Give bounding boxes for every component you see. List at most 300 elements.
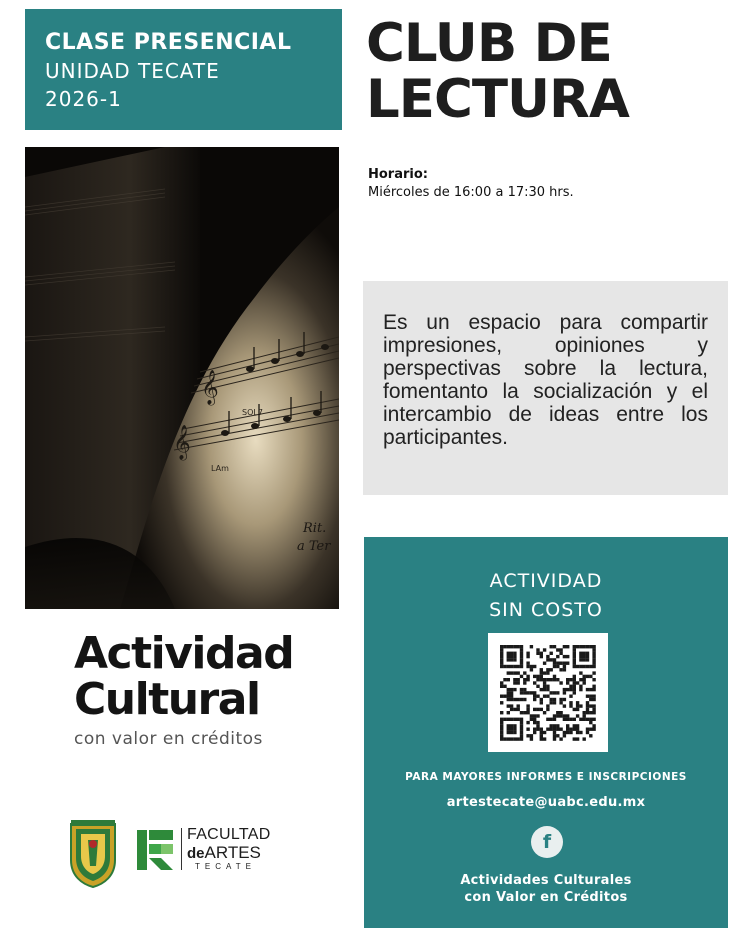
more-info-label: PARA MAYORES INFORMES E INSCRIPCIONES — [405, 771, 687, 783]
qr-module — [566, 728, 569, 731]
qr-module — [592, 658, 595, 661]
qr-module — [566, 655, 569, 658]
cultural-line-1: Actividad — [74, 628, 294, 679]
qr-module — [586, 652, 589, 655]
qr-module — [583, 714, 586, 717]
qr-module — [556, 724, 559, 727]
qr-module — [573, 645, 576, 648]
qr-module — [579, 678, 582, 681]
qr-module — [563, 662, 566, 665]
qr-module — [526, 675, 529, 678]
qr-module — [576, 704, 579, 707]
qr-module — [520, 691, 523, 694]
qr-module — [520, 724, 523, 727]
qr-module — [592, 695, 595, 698]
qr-module — [553, 691, 556, 694]
qr-module — [556, 728, 559, 731]
qr-module — [569, 678, 572, 681]
qr-module — [500, 681, 503, 684]
qr-module — [510, 731, 513, 734]
qr-module — [556, 662, 559, 665]
qr-module — [520, 658, 523, 661]
registration-qr-code[interactable] — [488, 633, 608, 752]
banner-line-2: UNIDAD TECATE — [45, 59, 220, 83]
qr-module — [513, 652, 516, 655]
qr-module — [533, 695, 536, 698]
banner-line-1: CLASE PRESENCIAL — [45, 30, 292, 55]
qr-module — [559, 648, 562, 651]
qr-module — [526, 678, 529, 681]
qr-module — [553, 701, 556, 704]
qr-module — [556, 711, 559, 714]
contact-email[interactable]: artestecate@uabc.edu.mx — [446, 795, 646, 810]
qr-module — [543, 731, 546, 734]
qr-module — [592, 662, 595, 665]
qr-module — [546, 704, 549, 707]
qr-module — [540, 701, 543, 704]
qr-module — [592, 678, 595, 681]
qr-module — [507, 724, 510, 727]
qr-module — [517, 678, 520, 681]
qr-module — [500, 734, 503, 737]
schedule-label: Horario: — [368, 167, 428, 182]
qr-module — [569, 728, 572, 731]
qr-module — [563, 645, 566, 648]
qr-module — [550, 645, 553, 648]
qr-module — [513, 724, 516, 727]
qr-module — [500, 718, 503, 721]
qr-module — [533, 665, 536, 668]
logo-tecate: TECATE — [195, 862, 256, 871]
qr-module — [559, 681, 562, 684]
qr-module — [553, 658, 556, 661]
qr-module — [513, 678, 516, 681]
qr-module — [550, 658, 553, 661]
qr-module — [520, 655, 523, 658]
qr-module — [583, 678, 586, 681]
qr-module — [507, 658, 510, 661]
qr-module — [513, 655, 516, 658]
qr-module — [569, 701, 572, 704]
qr-module — [592, 718, 595, 721]
qr-module — [589, 645, 592, 648]
qr-module — [533, 675, 536, 678]
qr-module — [500, 645, 503, 648]
qr-module — [536, 724, 539, 727]
qr-module — [579, 671, 582, 674]
qr-module — [553, 737, 556, 740]
qr-module — [589, 721, 592, 724]
qr-module — [589, 698, 592, 701]
qr-module — [563, 718, 566, 721]
qr-module — [530, 734, 533, 737]
qr-module — [500, 658, 503, 661]
qr-module — [530, 714, 533, 717]
qr-module — [559, 652, 562, 655]
qr-module — [559, 728, 562, 731]
qr-module — [526, 665, 529, 668]
qr-module — [576, 701, 579, 704]
qr-module — [510, 704, 513, 707]
qr-module — [550, 678, 553, 681]
qr-module — [586, 665, 589, 668]
qr-module — [559, 701, 562, 704]
qr-module — [543, 737, 546, 740]
qr-module — [510, 671, 513, 674]
qr-module — [520, 648, 523, 651]
qr-module — [526, 691, 529, 694]
qr-module — [513, 737, 516, 740]
qr-module — [586, 701, 589, 704]
qr-module — [592, 688, 595, 691]
qr-module — [583, 658, 586, 661]
info-panel — [364, 537, 728, 928]
logo-artes: ARTES — [204, 843, 261, 862]
social-page-name[interactable] — [364, 872, 728, 906]
class-banner — [25, 9, 342, 130]
qr-module — [553, 645, 556, 648]
qr-module — [563, 698, 566, 701]
qr-module — [556, 655, 559, 658]
qr-module — [533, 731, 536, 734]
qr-module — [523, 671, 526, 674]
qr-module — [540, 698, 543, 701]
qr-module — [536, 685, 539, 688]
qr-module — [543, 671, 546, 674]
cultural-subtitle: con valor en créditos — [74, 729, 263, 749]
free-line-2: SIN COSTO — [489, 599, 603, 621]
qr-module — [589, 695, 592, 698]
qr-module — [566, 688, 569, 691]
qr-module — [553, 665, 556, 668]
qr-module — [513, 728, 516, 731]
qr-module — [566, 718, 569, 721]
qr-module — [592, 708, 595, 711]
qr-module — [559, 711, 562, 714]
qr-module — [510, 724, 513, 727]
qr-module — [569, 695, 572, 698]
qr-module — [579, 704, 582, 707]
qr-module — [500, 701, 503, 704]
cultural-activity-heading — [74, 628, 294, 749]
qr-module — [503, 718, 506, 721]
qr-module — [553, 734, 556, 737]
qr-module — [523, 698, 526, 701]
qr-module — [573, 648, 576, 651]
qr-module — [500, 721, 503, 724]
qr-module — [543, 662, 546, 665]
qr-module — [576, 645, 579, 648]
qr-module — [546, 678, 549, 681]
qr-module — [510, 665, 513, 668]
facultad-artes-mark-icon — [137, 828, 175, 872]
qr-module — [510, 695, 513, 698]
qr-module — [553, 728, 556, 731]
qr-module — [526, 704, 529, 707]
qr-module — [500, 737, 503, 740]
qr-module — [526, 662, 529, 665]
qr-module — [563, 688, 566, 691]
qr-module — [517, 698, 520, 701]
qr-module — [576, 728, 579, 731]
qr-module — [540, 652, 543, 655]
qr-module — [536, 652, 539, 655]
qr-module — [576, 665, 579, 668]
qr-module — [543, 688, 546, 691]
qr-module — [520, 718, 523, 721]
qr-module — [533, 708, 536, 711]
qr-module — [520, 665, 523, 668]
qr-module — [586, 688, 589, 691]
qr-module — [517, 718, 520, 721]
qr-module — [530, 718, 533, 721]
qr-module — [540, 668, 543, 671]
qr-module — [513, 665, 516, 668]
description-box — [363, 281, 728, 495]
qr-module — [530, 665, 533, 668]
qr-module — [550, 701, 553, 704]
qr-module — [550, 652, 553, 655]
qr-module — [526, 721, 529, 724]
qr-module — [586, 695, 589, 698]
qr-module — [507, 691, 510, 694]
facultad-artes-logo — [137, 826, 277, 874]
qr-module — [533, 698, 536, 701]
free-activity — [364, 567, 728, 625]
qr-module — [513, 698, 516, 701]
qr-module — [583, 655, 586, 658]
qr-module — [586, 728, 589, 731]
qr-module — [566, 731, 569, 734]
qr-module — [553, 731, 556, 734]
qr-module — [540, 671, 543, 674]
qr-module — [500, 665, 503, 668]
qr-module — [563, 655, 566, 658]
qr-module — [510, 655, 513, 658]
qr-module — [576, 731, 579, 734]
qr-module — [579, 665, 582, 668]
svg-text:𝄞: 𝄞 — [201, 370, 219, 405]
qr-module — [507, 698, 510, 701]
qr-module — [592, 724, 595, 727]
qr-module — [517, 645, 520, 648]
qr-module — [507, 671, 510, 674]
qr-module — [507, 695, 510, 698]
qr-module — [592, 704, 595, 707]
qr-module — [553, 662, 556, 665]
qr-module — [579, 652, 582, 655]
qr-module — [503, 695, 506, 698]
qr-module — [536, 675, 539, 678]
qr-module — [526, 711, 529, 714]
qr-module — [507, 652, 510, 655]
facebook-icon[interactable]: f — [531, 826, 563, 858]
qr-module — [500, 695, 503, 698]
qr-module — [553, 698, 556, 701]
qr-module — [523, 711, 526, 714]
qr-module — [526, 734, 529, 737]
note-label-sol7: SOL7 — [242, 408, 263, 417]
note-label-lam: LAm — [211, 464, 229, 473]
qr-module — [510, 728, 513, 731]
qr-module — [503, 737, 506, 740]
free-line-1: ACTIVIDAD — [489, 570, 603, 592]
qr-module — [592, 645, 595, 648]
qr-module — [566, 662, 569, 665]
qr-module — [543, 711, 546, 714]
facultad-artes-wordmark — [187, 826, 271, 872]
qr-module — [559, 737, 562, 740]
qr-module — [536, 721, 539, 724]
qr-module — [592, 652, 595, 655]
qr-module — [513, 658, 516, 661]
qr-module — [510, 698, 513, 701]
qr-module — [533, 728, 536, 731]
qr-module — [592, 685, 595, 688]
qr-module — [536, 714, 539, 717]
social-line-2: con Valor en Créditos — [464, 890, 628, 905]
qr-module — [507, 678, 510, 681]
qr-module — [589, 665, 592, 668]
qr-module — [589, 711, 592, 714]
qr-module — [573, 675, 576, 678]
qr-module — [530, 668, 533, 671]
qr-module — [573, 665, 576, 668]
qr-module — [579, 655, 582, 658]
handwriting-ater: a Ter — [297, 539, 331, 554]
qr-module — [566, 714, 569, 717]
qr-module — [583, 711, 586, 714]
qr-module — [507, 655, 510, 658]
qr-module — [520, 728, 523, 731]
qr-module — [556, 691, 559, 694]
qr-module — [592, 698, 595, 701]
qr-module — [507, 737, 510, 740]
qr-module — [517, 704, 520, 707]
qr-module — [573, 662, 576, 665]
qr-module — [573, 737, 576, 740]
qr-module — [510, 708, 513, 711]
qr-module — [546, 718, 549, 721]
qr-module — [503, 685, 506, 688]
qr-module — [589, 704, 592, 707]
qr-module — [510, 645, 513, 648]
qr-module — [510, 688, 513, 691]
qr-module — [589, 728, 592, 731]
qr-module — [569, 704, 572, 707]
qr-module — [520, 645, 523, 648]
qr-module — [586, 731, 589, 734]
qr-module — [566, 724, 569, 727]
qr-module — [553, 718, 556, 721]
qr-module — [500, 711, 503, 714]
qr-module — [546, 688, 549, 691]
qr-module — [583, 645, 586, 648]
page-title — [366, 13, 629, 130]
qr-module — [536, 678, 539, 681]
qr-module — [540, 708, 543, 711]
social-line-1: Actividades Culturales — [460, 873, 632, 888]
qr-module — [517, 681, 520, 684]
qr-module — [556, 714, 559, 717]
qr-module — [579, 658, 582, 661]
qr-module — [573, 691, 576, 694]
qr-module — [559, 714, 562, 717]
schedule-text: Miércoles de 16:00 a 17:30 hrs. — [368, 185, 574, 200]
qr-module — [559, 698, 562, 701]
qr-module — [526, 728, 529, 731]
qr-module — [566, 681, 569, 684]
qr-module — [573, 724, 576, 727]
qr-module — [573, 718, 576, 721]
qr-module — [563, 734, 566, 737]
logo-de: de — [187, 845, 205, 862]
qr-module — [573, 685, 576, 688]
qr-module — [586, 675, 589, 678]
qr-module — [517, 671, 520, 674]
qr-module — [583, 675, 586, 678]
qr-module — [573, 708, 576, 711]
qr-module — [583, 652, 586, 655]
qr-module — [579, 688, 582, 691]
qr-module — [586, 655, 589, 658]
logo-divider — [181, 828, 182, 870]
qr-module — [540, 675, 543, 678]
qr-module — [507, 718, 510, 721]
qr-module — [533, 721, 536, 724]
banner-line-3: 2026-1 — [45, 87, 122, 111]
description-text: Es un espacio para compartir impresiones, opiniones y perspectivas sobre la lectura, fomentanto la socialización y el intercambio de ideas entre los participantes. — [383, 311, 708, 449]
qr-module — [533, 681, 536, 684]
qr-module — [523, 678, 526, 681]
title-line-1: CLUB DE — [366, 13, 612, 74]
qr-module — [563, 665, 566, 668]
qr-module — [550, 724, 553, 727]
qr-module — [546, 708, 549, 711]
qr-module — [546, 695, 549, 698]
cultural-line-2: Cultural — [74, 674, 260, 725]
qr-module — [536, 708, 539, 711]
sheet-music-photo — [25, 147, 339, 609]
qr-module — [550, 718, 553, 721]
qr-module — [507, 711, 510, 714]
qr-module — [543, 685, 546, 688]
qr-module — [592, 648, 595, 651]
qr-module — [513, 681, 516, 684]
qr-module — [556, 734, 559, 737]
qr-module — [543, 681, 546, 684]
qr-module — [507, 728, 510, 731]
qr-module — [563, 704, 566, 707]
qr-module — [546, 671, 549, 674]
qr-module — [517, 708, 520, 711]
qr-module — [520, 675, 523, 678]
qr-module — [579, 685, 582, 688]
uabc-shield-icon — [68, 820, 118, 888]
qr-module — [550, 691, 553, 694]
qr-module — [526, 708, 529, 711]
qr-module — [507, 704, 510, 707]
qr-module — [592, 728, 595, 731]
qr-module — [546, 655, 549, 658]
qr-module — [573, 652, 576, 655]
qr-module — [510, 718, 513, 721]
qr-module — [576, 714, 579, 717]
qr-module — [563, 731, 566, 734]
qr-module — [500, 655, 503, 658]
qr-module — [536, 728, 539, 731]
qr-module — [500, 648, 503, 651]
